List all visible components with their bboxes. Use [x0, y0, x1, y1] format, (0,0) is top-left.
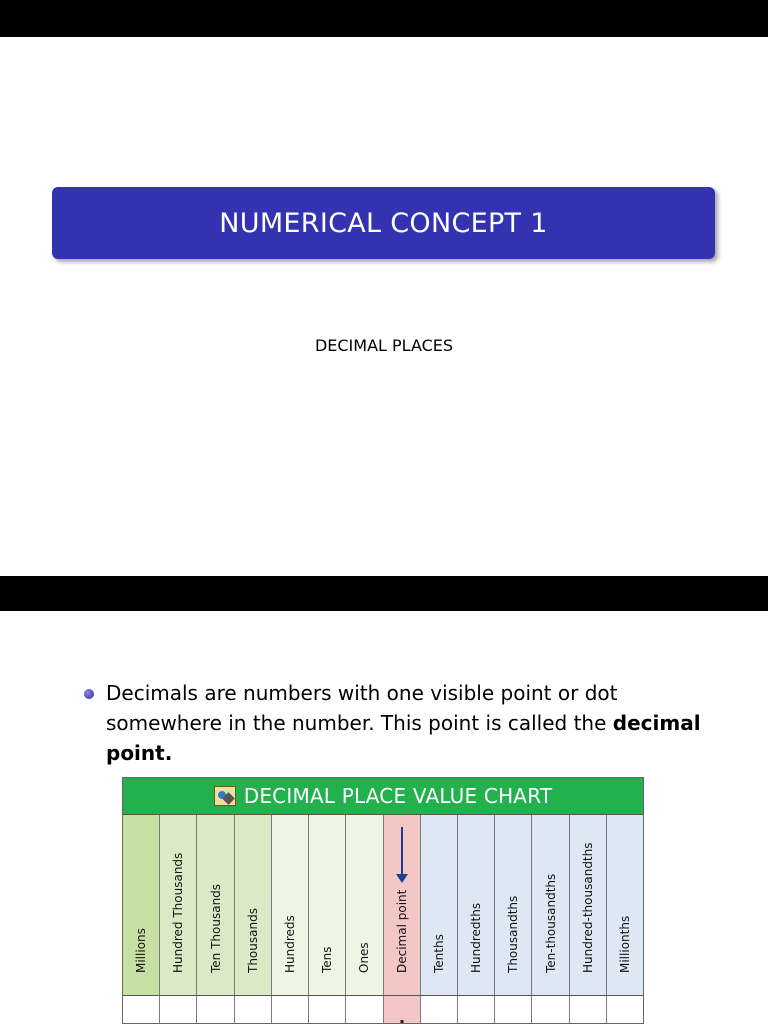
chart-column [235, 815, 272, 995]
chart-cell [346, 996, 383, 1024]
arrow-down-icon [401, 827, 403, 877]
chart-column-label: Hundreds [282, 915, 297, 973]
slide-divider-bar [0, 576, 768, 611]
chart-column [384, 815, 421, 995]
chart-column [570, 815, 607, 995]
bullet-dot-icon [84, 689, 94, 699]
chart-column [160, 815, 197, 995]
chart-column-label: Hundredths [469, 902, 484, 973]
bullet-text-bold: decimal point. [106, 711, 701, 765]
chart-column [272, 815, 309, 995]
bullet-text-main: Decimals are numbers with one visible point or dot somewhere in the number. This point is called the [106, 681, 618, 735]
title-box [52, 187, 715, 259]
chart-logo-icon [214, 786, 236, 806]
slide-subtitle: DECIMAL PLACES [314, 336, 454, 355]
chart-cell [235, 996, 272, 1024]
chart-cell [532, 996, 569, 1024]
chart-column [495, 815, 532, 995]
chart-cell [421, 996, 458, 1024]
chart-column-label: Millionths [617, 915, 632, 973]
chart-cell [160, 996, 197, 1024]
chart-cell [570, 996, 607, 1024]
chart-cell [272, 996, 309, 1024]
chart-cell [458, 996, 495, 1024]
decimal-place-value-chart [122, 777, 644, 1024]
chart-column-label: Thousands [245, 908, 260, 973]
chart-column-label: Millions [134, 928, 149, 973]
bullet-item [84, 678, 734, 768]
chart-column [607, 815, 643, 995]
chart-column-label: Hundred-thousandths [580, 842, 595, 973]
chart-column-label: Decimal point [394, 889, 409, 973]
chart-title: DECIMAL PLACE VALUE CHART [243, 784, 553, 808]
chart-column [458, 815, 495, 995]
chart-column [123, 815, 160, 995]
chart-column-label: Thousandths [506, 895, 521, 973]
chart-column-label: Hundred Thousands [171, 852, 186, 973]
chart-cell [197, 996, 234, 1024]
chart-column-label: Ten Thousands [208, 883, 223, 973]
chart-cells [123, 996, 643, 1024]
chart-columns [123, 815, 643, 996]
chart-column [197, 815, 234, 995]
chart-header [123, 778, 643, 815]
bullet-text [106, 678, 734, 768]
slide-title: NUMERICAL CONCEPT 1 [219, 207, 548, 239]
chart-column-label: Ones [357, 942, 372, 973]
chart-column [346, 815, 383, 995]
slide-top-bar [0, 0, 768, 37]
chart-column [421, 815, 458, 995]
chart-column-label: Tens [320, 946, 335, 973]
chart-cell [495, 996, 532, 1024]
chart-column [309, 815, 346, 995]
chart-cell [123, 996, 160, 1024]
chart-cell [607, 996, 643, 1024]
chart-cell [309, 996, 346, 1024]
chart-column-label: Ten-thousandths [543, 873, 558, 973]
chart-cell [384, 996, 421, 1024]
chart-column [532, 815, 569, 995]
chart-column-label: Tenths [431, 934, 446, 973]
